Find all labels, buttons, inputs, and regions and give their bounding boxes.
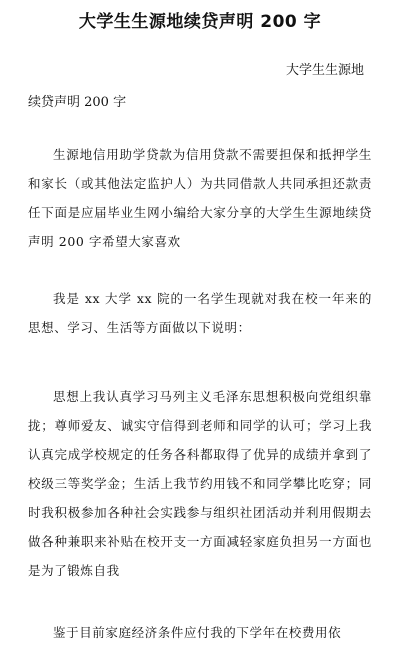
paragraph-self-introduction: 我是 xx 大学 xx 院的一名学生现就对我在校一年来的思想、学习、生活等方面做以下说明： bbox=[28, 291, 372, 335]
subtitle-line-2: 续贷声明 200 字 bbox=[28, 95, 127, 110]
paragraph-intro: 生源地信用助学贷款为信用贷款不需要担保和抵押学生和家长（或其他法定监护人）为共同借款人共同承担还款责任下面是应届毕业生网小编给大家分享的大学生生源地续贷声明 200 字希望大家喜欢 bbox=[28, 147, 372, 249]
subtitle-line-1: 大学生生源地 bbox=[285, 63, 364, 78]
document-title: 大学生生源地续贷声明 200 字 bbox=[78, 12, 322, 32]
paragraph-family-finance: 鉴于目前家庭经济条件应付我的下学年在校费用依 bbox=[53, 625, 342, 640]
paragraph-study-life: 思想上我认真学习马列主义毛泽东思想积极向党组织靠拢；尊师爱友、诚实守信得到老师和同学的认可；学习上我认真完成学校规定的任务各科都取得了优异的成绩并拿到了校级三等奖学金；生活上我节约用钱不和同学攀比吃穿；同时我积极参加各种社会实践参与组织社团活动并利用假期去做各种兼职来补贴在校开支一方面减轻家庭负担另一方面也是为了锻炼自我 bbox=[28, 389, 372, 578]
